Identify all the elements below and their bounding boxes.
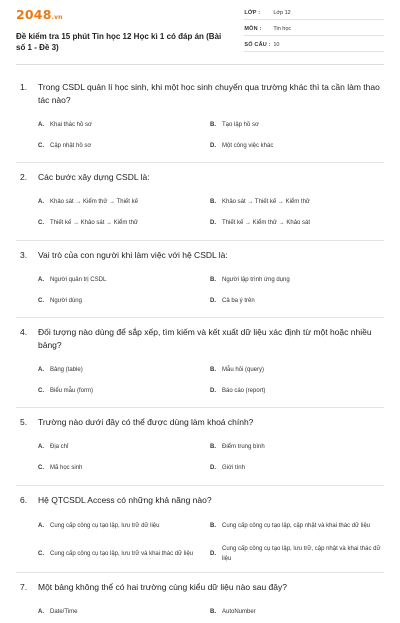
option-letter: A. (38, 276, 44, 283)
exam-header (16, 0, 384, 65)
option-text: Cung cấp công cụ tạo lập, lưu trữ, cập nhật và khai thác dữ liệu (222, 546, 381, 562)
question-head (16, 416, 384, 429)
question-text: Trường nào dưới đây có thể được dùng làm khoá chính? (38, 417, 254, 427)
option-c[interactable] (38, 540, 210, 568)
option-c[interactable] (38, 213, 210, 234)
question-number: 3. (20, 249, 28, 260)
option-d[interactable] (210, 458, 382, 479)
option-letter: D. (210, 387, 216, 394)
option-letter: D. (210, 551, 216, 557)
option-text: Khảo sát → Thiết kế → Kiểm thử (222, 199, 310, 205)
option-letter: A. (38, 444, 44, 450)
option-text: Thiết kế → Khảo sát → Kiểm thử (50, 220, 139, 226)
option-letter: C. (38, 551, 44, 557)
option-letter: A. (38, 199, 44, 205)
option-c[interactable] (38, 380, 210, 401)
option-text: AutoNumber (222, 609, 256, 615)
option-letter: D. (210, 297, 216, 304)
exam-title: Đề kiểm tra 15 phút Tin học 12 Học kì 1 có đáp án (Bài số 1 - Đề 3) (16, 32, 222, 52)
option-a[interactable] (38, 512, 210, 540)
option-letter: C. (38, 297, 44, 304)
option-text: Khảo sát → Kiểm thử → Thiết kế (50, 199, 138, 205)
question-head (16, 81, 384, 106)
option-letter: C. (38, 220, 44, 226)
question-number: 1. (20, 82, 28, 92)
question-number: 2. (20, 172, 28, 182)
question-4 (16, 326, 384, 408)
option-text: Người quản trị CSDL (50, 276, 107, 283)
option-text: Cập nhật hồ sơ (50, 142, 92, 149)
option-b[interactable] (210, 114, 382, 135)
option-letter: C. (38, 387, 44, 394)
logo-suffix: .vn (51, 14, 63, 21)
option-a[interactable] (38, 192, 210, 213)
option-a[interactable] (38, 359, 210, 380)
meta-row-grade (244, 7, 384, 20)
meta-row-count (244, 39, 384, 52)
option-text: Mẫu hỏi (query) (222, 366, 265, 373)
question-text: Hệ QTCSDL Access có những khả năng nào? (38, 494, 212, 505)
option-letter: A. (38, 366, 44, 373)
question-number: 7. (20, 582, 28, 592)
option-b[interactable] (210, 192, 382, 213)
exam-meta (244, 7, 384, 64)
question-text: Các bước xây dựng CSDL là: (38, 172, 150, 182)
option-letter: B. (210, 609, 216, 615)
option-letter: A. (38, 523, 44, 529)
option-letter: B. (210, 121, 216, 128)
question-5 (16, 416, 384, 486)
question-text: Đối tượng nào dùng để sắp xếp, tìm kiếm và kết xuất dữ liệu xác định từ một hoặc nhiều bảng? (38, 327, 372, 350)
option-letter: D. (210, 220, 216, 226)
option-a[interactable] (38, 269, 210, 290)
options (16, 437, 384, 479)
option-text: Giới tính (222, 465, 245, 471)
question-3 (16, 249, 384, 319)
question-7 (16, 581, 384, 623)
divider (16, 162, 384, 163)
divider (16, 317, 384, 318)
meta-value: Tin học (273, 26, 292, 32)
option-b[interactable] (210, 269, 382, 290)
options (16, 114, 384, 156)
option-d[interactable] (210, 540, 382, 568)
question-1 (16, 81, 384, 163)
option-a[interactable] (38, 602, 210, 623)
option-text: Báo cáo (report) (222, 387, 266, 394)
meta-label: MÔN : (244, 26, 262, 32)
question-number: 6. (20, 494, 28, 505)
meta-value: Lớp 12 (273, 10, 291, 16)
option-letter: A. (38, 121, 44, 128)
option-letter: B. (210, 444, 216, 450)
question-number: 5. (20, 417, 28, 427)
option-letter: C. (38, 465, 44, 471)
divider (16, 407, 384, 408)
option-d[interactable] (210, 213, 382, 234)
option-text: Date/Time (50, 609, 78, 615)
options (16, 359, 384, 401)
option-text: Một công việc khác (222, 142, 274, 149)
divider (16, 572, 384, 573)
option-letter: B. (210, 276, 216, 283)
option-d[interactable] (210, 135, 382, 156)
option-c[interactable] (38, 290, 210, 311)
option-d[interactable] (210, 290, 382, 311)
option-letter: B. (210, 523, 216, 529)
divider (16, 240, 384, 241)
question-number: 4. (20, 327, 28, 337)
logo-text: 2048 (16, 7, 52, 22)
option-b[interactable] (210, 359, 382, 380)
option-c[interactable] (38, 135, 210, 156)
question-head (16, 171, 384, 184)
question-list (16, 81, 384, 623)
option-text: Biểu mẫu (form) (50, 387, 94, 394)
option-text: Cung cấp công cụ tạo lập, lưu trữ dữ liệu (50, 523, 160, 529)
option-text: Bảng (table) (50, 366, 83, 373)
question-head (16, 326, 384, 351)
meta-label: LỚP : (244, 10, 261, 16)
option-b[interactable] (210, 512, 382, 540)
option-text: Điểm trung bình (222, 444, 265, 450)
question-text: Một bảng không thể có hai trường cùng kiểu dữ liệu nào sau đây? (38, 582, 287, 592)
option-text: Người dùng (50, 297, 82, 304)
meta-label: SỐ CÂU : (244, 42, 271, 48)
option-text: Tạo lập hồ sơ (222, 121, 259, 128)
divider (16, 485, 384, 486)
option-text: Cung cấp công cụ tạo lập, lưu trữ và khai thác dữ liệu (50, 551, 194, 557)
question-2 (16, 171, 384, 241)
option-text: Cung cấp công cụ tạo lập, cập nhật và khai thác dữ liệu (222, 523, 371, 529)
option-text: Địa chỉ (50, 444, 69, 450)
option-text: Mã học sinh (50, 465, 83, 471)
site-logo[interactable] (16, 8, 228, 25)
question-text: Trong CSDL quản lí học sinh, khi một học sinh chuyển qua trường khác thì ta cần làm thao tác nào? (38, 82, 380, 105)
options (16, 602, 384, 623)
option-a[interactable] (38, 437, 210, 458)
option-text: Người lập trình ứng dụng (222, 276, 290, 283)
option-d[interactable] (210, 380, 382, 401)
option-letter: B. (210, 366, 216, 373)
option-text: Cả ba ý trên (222, 297, 255, 304)
options (16, 192, 384, 234)
option-b[interactable] (210, 602, 382, 623)
options (16, 269, 384, 311)
question-head (16, 494, 384, 507)
option-text: Khai thác hồ sơ (50, 121, 92, 128)
option-text: Thiết kế → Kiểm thử → Khảo sát (222, 220, 311, 226)
header-left (16, 8, 228, 64)
option-letter: D. (210, 465, 216, 471)
option-c[interactable] (38, 458, 210, 479)
question-6 (16, 494, 384, 574)
option-letter: A. (38, 609, 44, 615)
question-head (16, 249, 384, 262)
option-letter: D. (210, 142, 216, 149)
option-a[interactable] (38, 114, 210, 135)
meta-row-subject (244, 23, 384, 36)
question-text: Vai trò của con người khi làm việc với hệ CSDL là: (38, 249, 228, 260)
options (16, 512, 384, 568)
option-b[interactable] (210, 437, 382, 458)
meta-value: 10 (273, 42, 280, 48)
option-letter: B. (210, 199, 216, 205)
question-head (16, 581, 384, 594)
option-letter: C. (38, 142, 44, 149)
